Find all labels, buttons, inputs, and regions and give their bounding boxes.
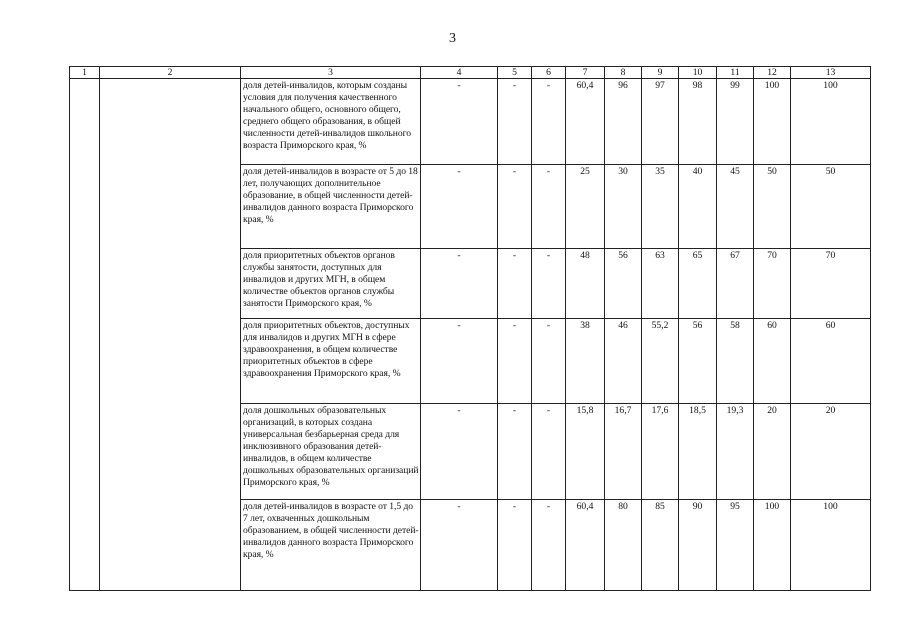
value-cell: 100 (791, 500, 871, 591)
value-cell: 20 (791, 404, 871, 500)
value-cell: 67 (717, 249, 754, 319)
column-header: 7 (566, 67, 605, 79)
value-cell: 80 (605, 500, 642, 591)
column-header: 10 (679, 67, 717, 79)
value-cell: 20 (754, 404, 791, 500)
value-cell: 63 (642, 249, 679, 319)
indicator-description: доля дошкольных образовательных организаций, в которых создана универсальная безбарьерная среда для инклюзивного образования детей-инвалидов, в общем количестве дошкольных образовательных организаций Приморского края, % (241, 404, 421, 500)
column-number-row (70, 67, 871, 79)
column-header: 12 (754, 67, 791, 79)
value-cell: 56 (605, 249, 642, 319)
value-cell: - (421, 165, 498, 249)
value-cell: - (532, 249, 566, 319)
value-cell: 38 (566, 319, 605, 404)
value-cell: 40 (679, 165, 717, 249)
value-cell: 100 (754, 500, 791, 591)
value-cell: 99 (717, 79, 754, 165)
value-cell: - (421, 404, 498, 500)
empty-cell (100, 79, 241, 591)
value-cell: 56 (679, 319, 717, 404)
value-cell: 17,6 (642, 404, 679, 500)
indicator-description: доля детей-инвалидов в возрасте от 5 до 18 лет, получающих дополнительное образование, в общей численности детей-инвалидов данного возраста Приморского края, % (241, 165, 421, 249)
value-cell: 46 (605, 319, 642, 404)
value-cell: 60 (754, 319, 791, 404)
value-cell: 48 (566, 249, 605, 319)
value-cell: 19,3 (717, 404, 754, 500)
column-header: 8 (605, 67, 642, 79)
value-cell: 100 (754, 79, 791, 165)
column-header: 1 (70, 67, 100, 79)
value-cell: 58 (717, 319, 754, 404)
value-cell: - (421, 249, 498, 319)
value-cell: 55,2 (642, 319, 679, 404)
value-cell: - (532, 79, 566, 165)
value-cell: - (498, 319, 532, 404)
value-cell: - (498, 404, 532, 500)
column-header: 3 (241, 67, 421, 79)
value-cell: 60,4 (566, 79, 605, 165)
value-cell: 65 (679, 249, 717, 319)
column-header: 4 (421, 67, 498, 79)
value-cell: 95 (717, 500, 754, 591)
value-cell: 90 (679, 500, 717, 591)
column-header: 9 (642, 67, 679, 79)
column-header: 2 (100, 67, 241, 79)
value-cell: - (498, 500, 532, 591)
value-cell: - (421, 319, 498, 404)
value-cell: - (498, 249, 532, 319)
column-header: 5 (498, 67, 532, 79)
value-cell: 96 (605, 79, 642, 165)
value-cell: 70 (754, 249, 791, 319)
value-cell: 60 (791, 319, 871, 404)
indicator-description: доля приоритетных объектов органов службы занятости, доступных для инвалидов и других МГН, в общем количестве объектов органов службы занятости Приморского края, % (241, 249, 421, 319)
value-cell: 30 (605, 165, 642, 249)
value-cell: 15,8 (566, 404, 605, 500)
indicator-description: доля приоритетных объектов, доступных для инвалидов и других МГН в сфере здравоохранения, в общем количестве приоритетных объектов в сфере здравоохранения Приморского края, % (241, 319, 421, 404)
table-row (70, 79, 871, 165)
empty-cell (70, 79, 100, 591)
value-cell: 98 (679, 79, 717, 165)
column-header: 6 (532, 67, 566, 79)
value-cell: 45 (717, 165, 754, 249)
value-cell: - (532, 165, 566, 249)
value-cell: 50 (754, 165, 791, 249)
value-cell: 25 (566, 165, 605, 249)
value-cell: - (421, 79, 498, 165)
column-header: 13 (791, 67, 871, 79)
value-cell: 50 (791, 165, 871, 249)
value-cell: 100 (791, 79, 871, 165)
column-header: 11 (717, 67, 754, 79)
value-cell: 85 (642, 500, 679, 591)
value-cell: 18,5 (679, 404, 717, 500)
value-cell: 35 (642, 165, 679, 249)
value-cell: - (532, 404, 566, 500)
value-cell: - (421, 500, 498, 591)
value-cell: 70 (791, 249, 871, 319)
page-number: 3 (449, 31, 456, 46)
value-cell: - (498, 165, 532, 249)
value-cell: 60,4 (566, 500, 605, 591)
value-cell: - (532, 500, 566, 591)
value-cell: - (532, 319, 566, 404)
indicators-table (69, 66, 871, 591)
value-cell: 97 (642, 79, 679, 165)
value-cell: 16,7 (605, 404, 642, 500)
indicator-description: доля детей-инвалидов в возрасте от 1,5 до 7 лет, охваченных дошкольным образованием, в общей численности детей-инвалидов данного возраста Приморского края, % (241, 500, 421, 591)
value-cell: - (498, 79, 532, 165)
indicator-description: доля детей-инвалидов, которым созданы условия для получения качественного начального общего, основного общего, среднего общего образования, в общей численности детей-инвалидов школьного возраста Приморского края, % (241, 79, 421, 165)
